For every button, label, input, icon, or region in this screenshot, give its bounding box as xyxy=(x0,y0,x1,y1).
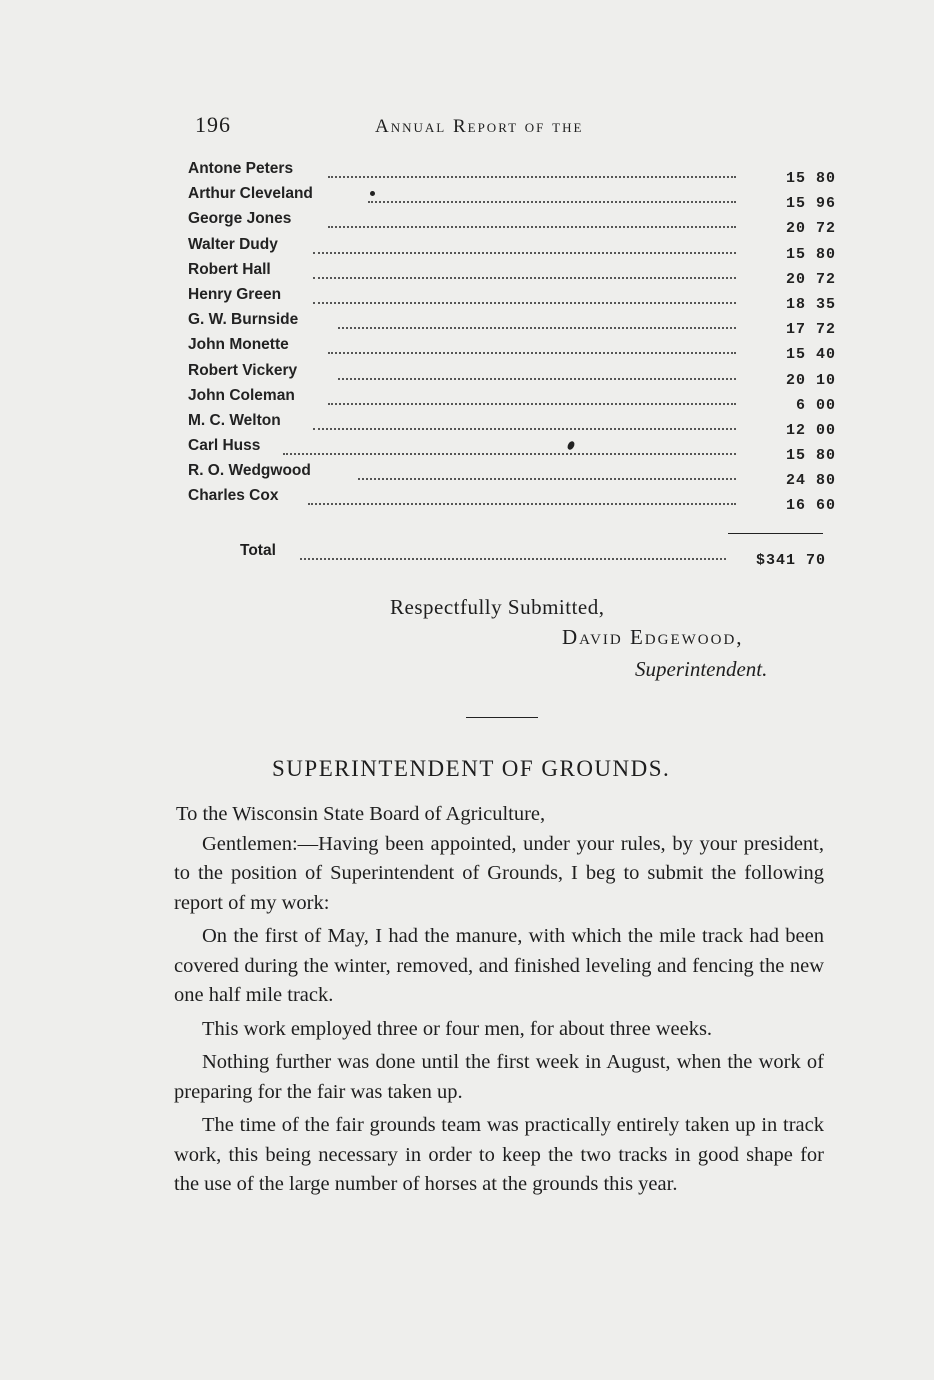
ledger-row xyxy=(188,437,836,465)
ledger-amount: 15 40 xyxy=(785,346,836,364)
ledger-amount: 17 72 xyxy=(785,321,836,339)
ledger-row xyxy=(188,462,836,490)
dot-leader xyxy=(313,416,736,430)
dot-leader xyxy=(308,491,736,505)
dot-leader xyxy=(313,240,736,254)
ledger-amount: 20 72 xyxy=(785,270,836,288)
ledger-name: R. O. Wedgwood xyxy=(188,462,311,480)
page-number: 196 xyxy=(195,112,231,137)
ledger-name: Robert Vickery xyxy=(188,361,298,379)
dot-leader xyxy=(368,189,736,203)
dot-leader xyxy=(328,391,736,405)
ledger-amount: 15 80 xyxy=(785,245,836,263)
ledger-row xyxy=(188,387,836,412)
running-title: Annual Report of the xyxy=(375,116,584,137)
ledger-amount: 16 60 xyxy=(785,497,836,515)
ledger-row xyxy=(188,362,836,387)
paragraph: The time of the fair grounds team was practically entirely taken up in track work, this being necessary in order to keep the two tracks in good shape for the use of the large number of horses at the grounds this year. xyxy=(174,1114,824,1195)
closing-phrase: Respectfully Submitted, xyxy=(390,595,605,619)
total-label: Total xyxy=(240,542,276,559)
payroll-ledger xyxy=(188,160,836,513)
paragraph: Gentlemen:—Having been appointed, under your rules, by your president, to the position of Superintendent of Grounds, I beg to submit the following report of my work: xyxy=(174,832,824,914)
ledger-amount: 20 10 xyxy=(785,371,836,389)
ledger-amount: 6 00 xyxy=(795,396,836,414)
paragraph: This work employed three or four men, for about three weeks. xyxy=(202,1017,713,1040)
page-header xyxy=(195,112,835,142)
ledger-name: George Jones xyxy=(188,210,292,228)
report-body xyxy=(174,800,824,1200)
dot-leader xyxy=(283,441,736,455)
salutation: To the Wisconsin State Board of Agriculture, xyxy=(176,803,546,825)
dot-leader xyxy=(328,164,736,178)
ledger-amount: 12 00 xyxy=(785,421,836,439)
section-divider xyxy=(466,717,538,718)
ledger-name: M. C. Welton xyxy=(188,411,281,429)
ledger-row xyxy=(188,185,836,213)
ledger-amount: 20 72 xyxy=(785,220,836,238)
signer-name: David Edgewood, xyxy=(562,625,744,649)
paragraph: Nothing further was done until the first week in August, when the work of preparing for the fair was taken up. xyxy=(174,1051,824,1103)
ledger-amount: 15 80 xyxy=(785,447,836,465)
ledger-name: Arthur Cleveland xyxy=(188,185,313,203)
ledger-name: John Coleman xyxy=(188,386,295,404)
ledger-name: Carl Huss xyxy=(188,437,261,455)
ledger-row xyxy=(188,261,836,286)
dot-leader xyxy=(313,265,736,279)
ledger-row xyxy=(188,311,836,339)
signer-title: Superintendent. xyxy=(635,657,768,681)
ledger-row xyxy=(188,160,836,185)
ink-speck xyxy=(370,191,375,196)
ledger-row xyxy=(188,210,836,238)
ledger-name: Charles Cox xyxy=(188,487,279,505)
ledger-row xyxy=(188,412,836,437)
ledger-amount: 15 96 xyxy=(785,195,836,213)
dot-leader xyxy=(338,315,736,329)
paragraph: On the first of May, I had the manure, with which the mile track had been covered during the winter, removed, and finished leveling and fencing the new one half mile track. xyxy=(174,925,824,1006)
ledger-row xyxy=(188,236,836,261)
ledger-row xyxy=(188,336,836,364)
ledger-row xyxy=(188,487,836,515)
ledger-name: G. W. Burnside xyxy=(188,311,299,329)
ledger-row xyxy=(188,286,836,311)
ledger-amount: 15 80 xyxy=(785,170,836,187)
dot-leader xyxy=(328,340,736,354)
ledger-name: Antone Peters xyxy=(188,160,294,177)
section-heading: SUPERINTENDENT OF GROUNDS. xyxy=(272,756,671,781)
ledger-amount: 24 80 xyxy=(785,472,836,490)
dot-leader xyxy=(313,290,736,304)
ledger-amount: 18 35 xyxy=(785,295,836,313)
total-row xyxy=(240,542,826,572)
dot-leader xyxy=(328,214,736,228)
dot-leader xyxy=(300,546,726,560)
dot-leader xyxy=(358,466,736,480)
ledger-name: Walter Dudy xyxy=(188,235,278,253)
dot-leader xyxy=(338,366,736,380)
total-amount: $341 70 xyxy=(755,552,826,569)
ledger-name: Robert Hall xyxy=(188,260,271,278)
ledger-name: Henry Green xyxy=(188,285,282,303)
ledger-name: John Monette xyxy=(188,336,289,354)
sum-rule xyxy=(728,533,823,534)
